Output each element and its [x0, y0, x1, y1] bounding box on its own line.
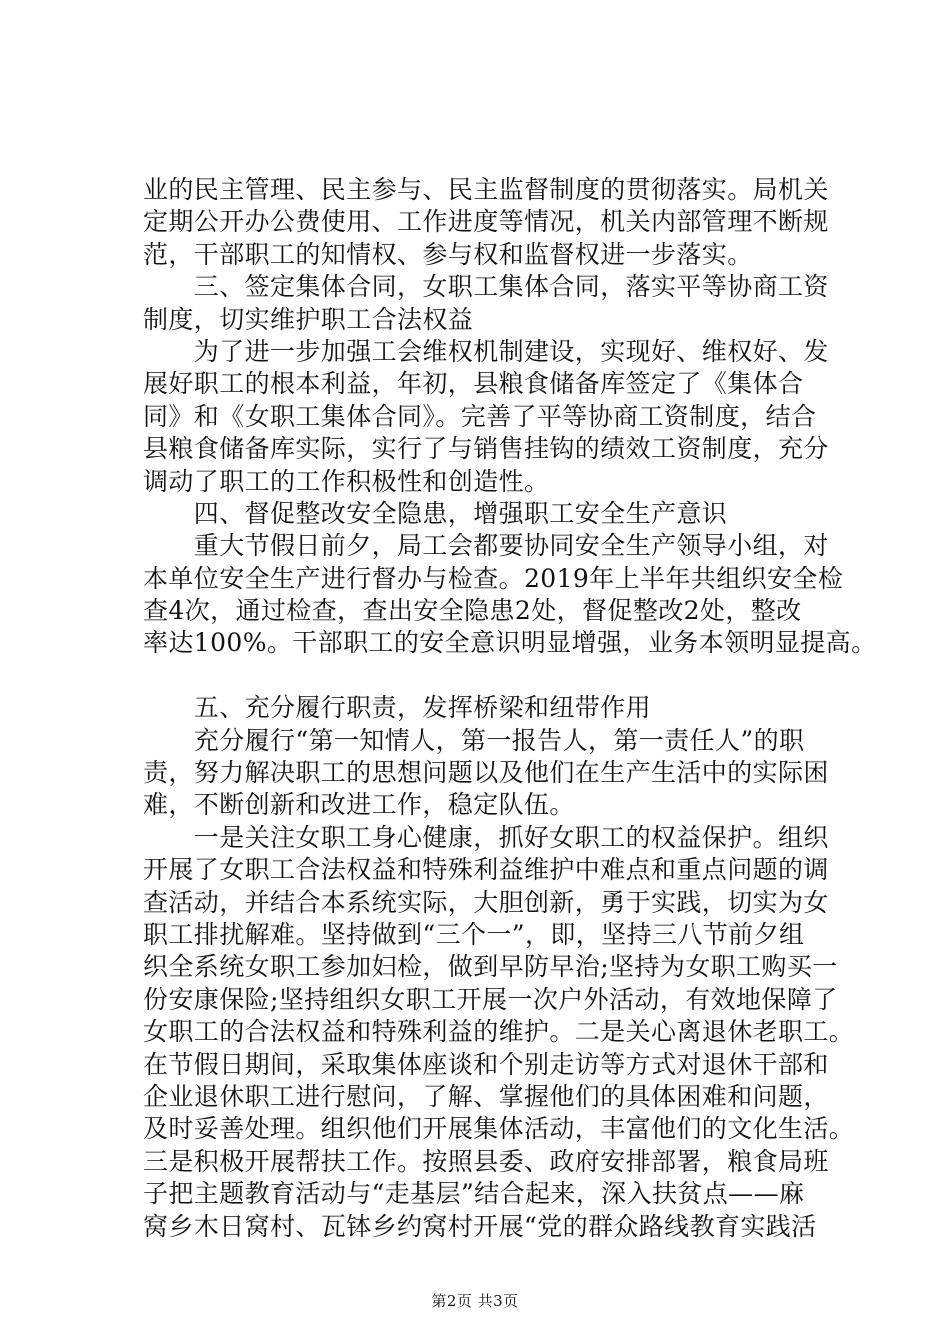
text-line: 为了进一步加强工会维权机制建设，实现好、维权好、发	[143, 336, 829, 366]
text-line: 充分履行“第一知情人，第一报告人，第一责任人”的职	[143, 725, 805, 755]
text-line: 展好职工的根本利益，年初，县粮食储备库签定了《集体合	[143, 369, 804, 399]
section-heading-3-cont: 制度，切实维护职工合法权益	[143, 304, 474, 334]
text-line: 职工排扰解难。坚持做到“三个一”，即，坚持三八节前夕组	[143, 919, 805, 949]
text-line: 查4次，通过检查，查出安全隐患2处，督促整改2处，整改	[143, 596, 802, 626]
text-line: 查活动，并结合本系统实际，大胆创新，勇于实践，切实为女	[143, 887, 829, 917]
text-line: 份安康保险;坚持组织女职工开展一次户外活动，有效地保障了	[143, 984, 838, 1014]
page-number: 第2页 共3页	[431, 1292, 519, 1310]
text-line: 率达100%。干部职工的安全意识明显增强，业务本领明显提高。	[143, 628, 877, 658]
text-line: 重大节假日前夕，局工会都要协同安全生产领导小组，对	[143, 531, 829, 561]
text-line: 及时妥善处理。组织他们开展集体活动，丰富他们的文化生活。	[143, 1114, 855, 1144]
text-line: 同》和《女职工集体合同》。完善了平等协商工资制度，结合	[143, 401, 817, 431]
section-heading-4: 四、督促整改安全隐患，增强职工安全生产意识	[143, 498, 728, 528]
text-line: 女职工的合法权益和特殊利益的维护。二是关心离退休老职工。	[143, 1017, 855, 1047]
text-line: 在节假日期间，采取集体座谈和个别走访等方式对退休干部和	[143, 1049, 829, 1079]
section-heading-5: 五、充分履行职责，发挥桥梁和纽带作用	[143, 693, 652, 723]
text-line: 范，干部职工的知情权、参与权和监督权进一步落实。	[143, 239, 753, 269]
text-line: 本单位安全生产进行督办与检查。2019年上半年共组织安全检	[143, 563, 844, 593]
text-line: 业的民主管理、民主参与、民主监督制度的贯彻落实。局机关	[143, 175, 829, 204]
text-line: 县粮食储备库实际，实行了与销售挂钩的绩效工资制度，充分	[143, 434, 829, 464]
text-line: 开展了女职工合法权益和特殊利益维护中难点和重点问题的调	[143, 855, 829, 885]
paragraph-gap	[143, 660, 843, 692]
text-line: 定期公开办公费使用、工作进度等情况，机关内部管理不断规	[143, 207, 829, 237]
text-line: 窝乡木日窝村、瓦钵乡约窝村开展“党的群众路线教育实践活	[143, 1211, 817, 1241]
text-line: 子把主题教育活动与“走基层”结合起来，深入扶贫点——麻	[143, 1179, 805, 1209]
text-line: 一是关注女职工身心健康，抓好女职工的权益保护。组织	[143, 822, 829, 852]
body-text	[143, 174, 877, 1243]
text-line: 三是积极开展帮扶工作。按照县委、政府安排部署，粮食局班	[143, 1146, 829, 1176]
text-line: 企业退休职工进行慰问，了解、掌握他们的具体困难和问题，	[143, 1081, 829, 1111]
text-line: 调动了职工的工作积极性和创造性。	[143, 466, 550, 496]
section-heading-3: 三、签定集体合同，女职工集体合同，落实平等协商工资	[143, 272, 829, 302]
text-line: 织全系统女职工参加妇检，做到早防早治;坚持为女职工购买一	[143, 952, 838, 982]
text-line: 责，努力解决职工的思想问题以及他们在生产生活中的实际困	[143, 758, 829, 788]
text-line: 难，不断创新和改进工作，稳定队伍。	[143, 790, 575, 820]
page-footer	[0, 1290, 950, 1311]
